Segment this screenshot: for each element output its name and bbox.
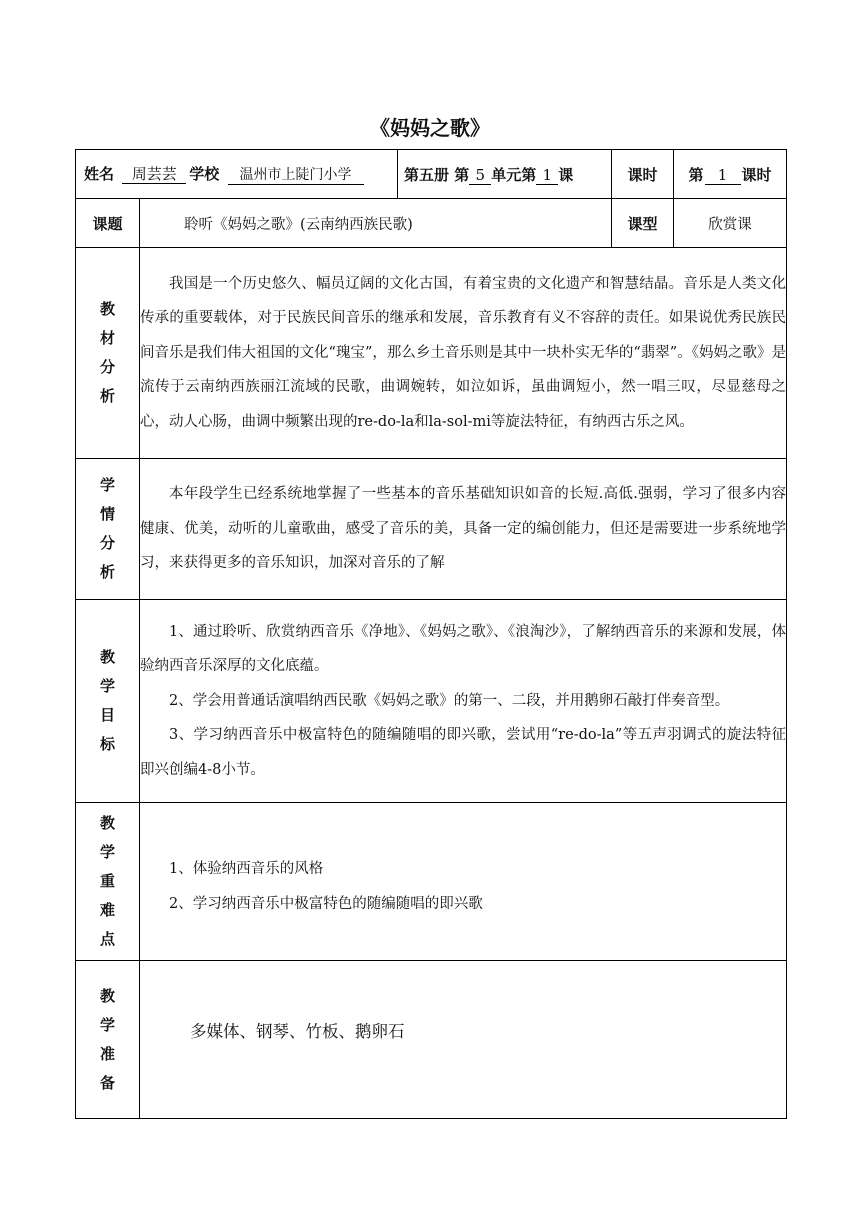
unit-mid: 单元第 bbox=[491, 165, 537, 184]
key-points-row bbox=[76, 803, 787, 961]
learners-row bbox=[76, 459, 787, 600]
key-point-item: 2、学习纳西音乐中极富特色的随编随唱的即兴歌 bbox=[169, 895, 483, 912]
type-label: 课型 bbox=[612, 199, 674, 248]
objective-item: 2、学会用普通话演唱纳西民歌《妈妈之歌》的第一、二段，并用鹅卵石敲打伴奏音型。 bbox=[169, 692, 730, 709]
period-cell bbox=[674, 150, 787, 199]
learners-text: 本年段学生已经系统地掌握了一些基本的音乐基础知识如音的长短.高低.强弱，学习了很多内容健康、优美，动听的儿童歌曲，感受了音乐的美，具备一定的编创能力，但还是需要进一步系统地学习，来获得更多的音乐知识，加深对音乐的了解 bbox=[140, 486, 786, 572]
topic-label: 课题 bbox=[76, 199, 140, 248]
unit-lesson-cell bbox=[398, 150, 612, 199]
type-value: 欣赏课 bbox=[674, 199, 787, 248]
unit-value: 5 bbox=[469, 166, 491, 185]
objectives-list bbox=[140, 600, 787, 803]
key-points-label: 教 学 重 难 点 bbox=[76, 803, 140, 961]
key-points-list bbox=[140, 803, 787, 961]
preparation-text: 多媒体、钢琴、竹板、鹅卵石 bbox=[140, 961, 787, 1119]
period-prefix: 第 bbox=[688, 165, 704, 184]
period-suffix: 课时 bbox=[741, 165, 772, 184]
material-text-cell bbox=[140, 248, 787, 459]
material-row bbox=[76, 248, 787, 459]
material-label: 教 材 分 析 bbox=[76, 248, 140, 459]
preparation-label: 教 学 准 备 bbox=[76, 961, 140, 1119]
objective-item: 3、学习纳西音乐中极富特色的随编随唱的即兴歌，尝试用“re-do-la”等五声羽调式的旋法特征即兴创编4-8小节。 bbox=[140, 727, 786, 778]
school-label: 学校 bbox=[189, 165, 220, 184]
lesson-value: 1 bbox=[536, 166, 558, 185]
period-value: 1 bbox=[705, 166, 741, 185]
volume-label: 第五册 bbox=[404, 165, 450, 184]
lesson-suffix: 课 bbox=[558, 165, 574, 184]
header-row bbox=[76, 150, 787, 199]
period-label: 课时 bbox=[612, 150, 674, 199]
unit-prefix: 第 bbox=[454, 165, 470, 184]
learners-label: 学 情 分 析 bbox=[76, 459, 140, 600]
topic-row bbox=[76, 199, 787, 248]
material-text: 我国是一个历史悠久、幅员辽阔的文化古国，有着宝贵的文化遗产和智慧结晶。音乐是人类文化传承的重要载体，对于民族民间音乐的继承和发展，音乐教育有义不容辞的责任。如果说优秀民族民间音乐是我们伟大祖国的文化“瑰宝”，那么乡土音乐则是其中一块朴实无华的“翡翠”。《妈妈之歌》是流传于云南纳西族丽江流域的民歌，曲调婉转，如泣如诉，虽曲调短小，然一唱三叹，尽显慈母之心，动人心肠，曲调中频繁出现的re-do-la和la-sol-mi等旋法特征，有纳西古乐之风。 bbox=[140, 275, 786, 430]
teacher-school-cell bbox=[76, 150, 398, 199]
lesson-plan-table bbox=[75, 149, 787, 1119]
objectives-row bbox=[76, 600, 787, 803]
learners-text-cell bbox=[140, 459, 787, 600]
page-title: 《妈妈之歌》 bbox=[370, 116, 490, 140]
school-value: 温州市上陡门小学 bbox=[228, 167, 364, 185]
topic-value: 聆听《妈妈之歌》(云南纳西族民歌) bbox=[140, 199, 612, 248]
name-value: 周芸芸 bbox=[122, 165, 186, 184]
preparation-row bbox=[76, 961, 787, 1119]
name-label: 姓名 bbox=[84, 165, 115, 184]
key-point-item: 1、体验纳西音乐的风格 bbox=[169, 861, 324, 877]
objective-item: 1、通过聆听、欣赏纳西音乐《净地》、《妈妈之歌》、《浪淘沙》，了解纳西音乐的来源和发展，体验纳西音乐深厚的文化底蕴。 bbox=[140, 623, 786, 675]
objectives-label: 教 学 目 标 bbox=[76, 600, 140, 803]
